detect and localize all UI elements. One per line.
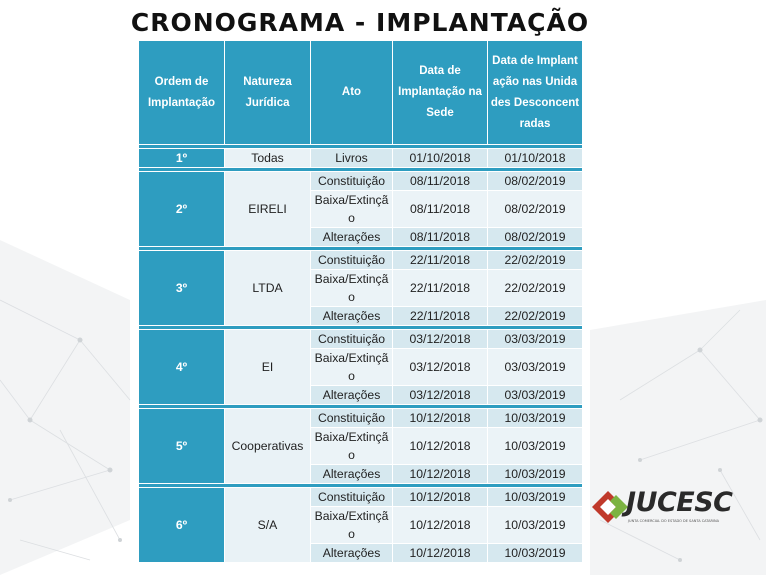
header-nature: Natureza Jurídica bbox=[225, 41, 311, 145]
order-cell: 2º bbox=[139, 172, 225, 247]
units-date-cell: 22/02/2019 bbox=[488, 251, 583, 270]
nature-cell: S/A bbox=[225, 488, 311, 563]
units-date-cell: 10/03/2019 bbox=[488, 488, 583, 507]
hq-date-cell: 03/12/2018 bbox=[393, 330, 488, 349]
units-date-cell: 08/02/2019 bbox=[488, 228, 583, 247]
units-date-cell: 10/03/2019 bbox=[488, 507, 583, 544]
table-header-row bbox=[139, 41, 583, 145]
hq-date-cell: 22/11/2018 bbox=[393, 251, 488, 270]
nature-cell: LTDA bbox=[225, 251, 311, 326]
hq-date-cell: 22/11/2018 bbox=[393, 307, 488, 326]
act-cell: Livros bbox=[311, 149, 393, 168]
units-date-cell: 08/02/2019 bbox=[488, 191, 583, 228]
order-cell: 6º bbox=[139, 488, 225, 563]
units-date-cell: 22/02/2019 bbox=[488, 307, 583, 326]
table-row bbox=[139, 172, 583, 191]
hq-date-cell: 22/11/2018 bbox=[393, 270, 488, 307]
hq-date-cell: 03/12/2018 bbox=[393, 349, 488, 386]
act-cell: Constituição bbox=[311, 172, 393, 191]
hq-date-cell: 01/10/2018 bbox=[393, 149, 488, 168]
units-date-cell: 08/02/2019 bbox=[488, 172, 583, 191]
hq-date-cell: 10/12/2018 bbox=[393, 428, 488, 465]
order-cell: 5º bbox=[139, 409, 225, 484]
header-units-date: Data de Implantação nas Unidades Desconcentradas bbox=[488, 41, 583, 145]
hq-date-cell: 08/11/2018 bbox=[393, 228, 488, 247]
act-cell: Constituição bbox=[311, 251, 393, 270]
act-cell: Alterações bbox=[311, 228, 393, 247]
units-date-cell: 01/10/2018 bbox=[488, 149, 583, 168]
order-cell: 1º bbox=[139, 149, 225, 168]
hq-date-cell: 08/11/2018 bbox=[393, 172, 488, 191]
act-cell: Baixa/Extinção bbox=[311, 270, 393, 307]
act-cell: Alterações bbox=[311, 465, 393, 484]
header-hq-date: Data de Implantação na Sede bbox=[393, 41, 488, 145]
units-date-cell: 10/03/2019 bbox=[488, 544, 583, 563]
table-row bbox=[139, 488, 583, 507]
table-row bbox=[139, 251, 583, 270]
nature-cell: Cooperativas bbox=[225, 409, 311, 484]
hq-date-cell: 10/12/2018 bbox=[393, 465, 488, 484]
units-date-cell: 10/03/2019 bbox=[488, 465, 583, 484]
order-cell: 3º bbox=[139, 251, 225, 326]
table-row bbox=[139, 149, 583, 168]
hq-date-cell: 10/12/2018 bbox=[393, 409, 488, 428]
nature-cell: Todas bbox=[225, 149, 311, 168]
nature-cell: EI bbox=[225, 330, 311, 405]
order-cell: 4º bbox=[139, 330, 225, 405]
table-row bbox=[139, 330, 583, 349]
act-cell: Alterações bbox=[311, 544, 393, 563]
schedule-table bbox=[138, 40, 583, 563]
units-date-cell: 03/03/2019 bbox=[488, 386, 583, 405]
hq-date-cell: 10/12/2018 bbox=[393, 544, 488, 563]
units-date-cell: 03/03/2019 bbox=[488, 349, 583, 386]
act-cell: Baixa/Extinção bbox=[311, 428, 393, 465]
units-date-cell: 10/03/2019 bbox=[488, 428, 583, 465]
hq-date-cell: 08/11/2018 bbox=[393, 191, 488, 228]
units-date-cell: 10/03/2019 bbox=[488, 409, 583, 428]
act-cell: Alterações bbox=[311, 386, 393, 405]
jucesc-logo bbox=[590, 489, 740, 529]
act-cell: Constituição bbox=[311, 488, 393, 507]
act-cell: Constituição bbox=[311, 409, 393, 428]
act-cell: Constituição bbox=[311, 330, 393, 349]
act-cell: Alterações bbox=[311, 307, 393, 326]
hq-date-cell: 03/12/2018 bbox=[393, 386, 488, 405]
act-cell: Baixa/Extinção bbox=[311, 507, 393, 544]
act-cell: Baixa/Extinção bbox=[311, 349, 393, 386]
units-date-cell: 03/03/2019 bbox=[488, 330, 583, 349]
hq-date-cell: 10/12/2018 bbox=[393, 507, 488, 544]
header-act: Ato bbox=[311, 41, 393, 145]
units-date-cell: 22/02/2019 bbox=[488, 270, 583, 307]
hq-date-cell: 10/12/2018 bbox=[393, 488, 488, 507]
page-title: CRONOGRAMA - IMPLANTAÇÃO bbox=[130, 8, 590, 37]
logo-mark-icon bbox=[590, 489, 630, 525]
header-order: Ordem de Implantação bbox=[139, 41, 225, 145]
logo-subtitle: JUNTA COMERCIAL DO ESTADO DE SANTA CATARINA bbox=[628, 519, 720, 523]
table-row bbox=[139, 409, 583, 428]
nature-cell: EIRELI bbox=[225, 172, 311, 247]
logo-name: JUCESC bbox=[626, 487, 733, 518]
act-cell: Baixa/Extinção bbox=[311, 191, 393, 228]
